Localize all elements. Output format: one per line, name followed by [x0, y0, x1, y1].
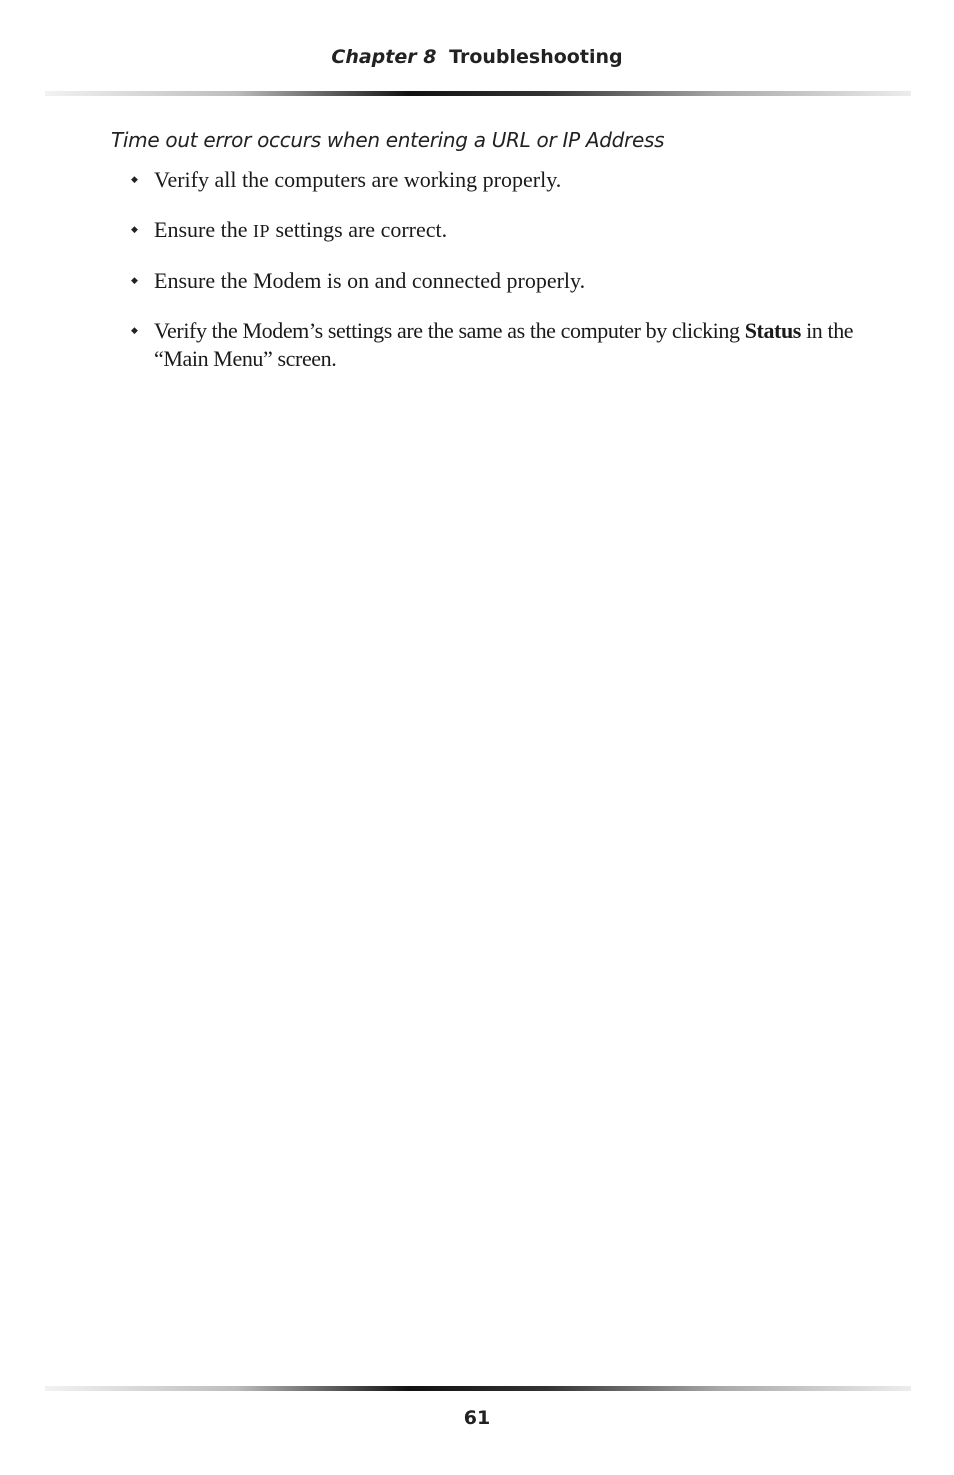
list-item [131, 267, 871, 295]
list-item-text-start: Verify the Modem’s settings are the same as the computer by clicking [154, 318, 745, 343]
diamond-bullet-icon: ◆ [131, 174, 138, 184]
list-item-text: Verify all the computers are working properly. [154, 167, 562, 192]
diamond-bullet-icon: ◆ [131, 325, 138, 335]
section-title: Time out error occurs when entering a URL or IP Address [111, 128, 665, 152]
list-item [131, 317, 871, 373]
status-term: Status [744, 318, 801, 343]
header-divider [45, 91, 911, 96]
page-number: 61 [463, 1407, 491, 1429]
diamond-bullet-icon: ◆ [131, 275, 138, 285]
list-item [131, 166, 871, 194]
ip-term: IP [252, 221, 270, 241]
list-item-text-end: in the “Main Menu” screen. [154, 318, 854, 371]
list-item-text-start: Ensure the [154, 217, 253, 242]
footer-divider [45, 1386, 911, 1391]
troubleshooting-list [131, 166, 871, 395]
diamond-bullet-icon: ◆ [131, 224, 138, 234]
list-item-text: Ensure the Modem is on and connected properly. [154, 268, 586, 293]
chapter-label: Chapter 8 [331, 46, 437, 68]
running-header [0, 46, 954, 68]
list-item-text-end: settings are correct. [269, 217, 448, 242]
list-item [131, 216, 871, 245]
chapter-title: Troubleshooting [449, 46, 623, 68]
